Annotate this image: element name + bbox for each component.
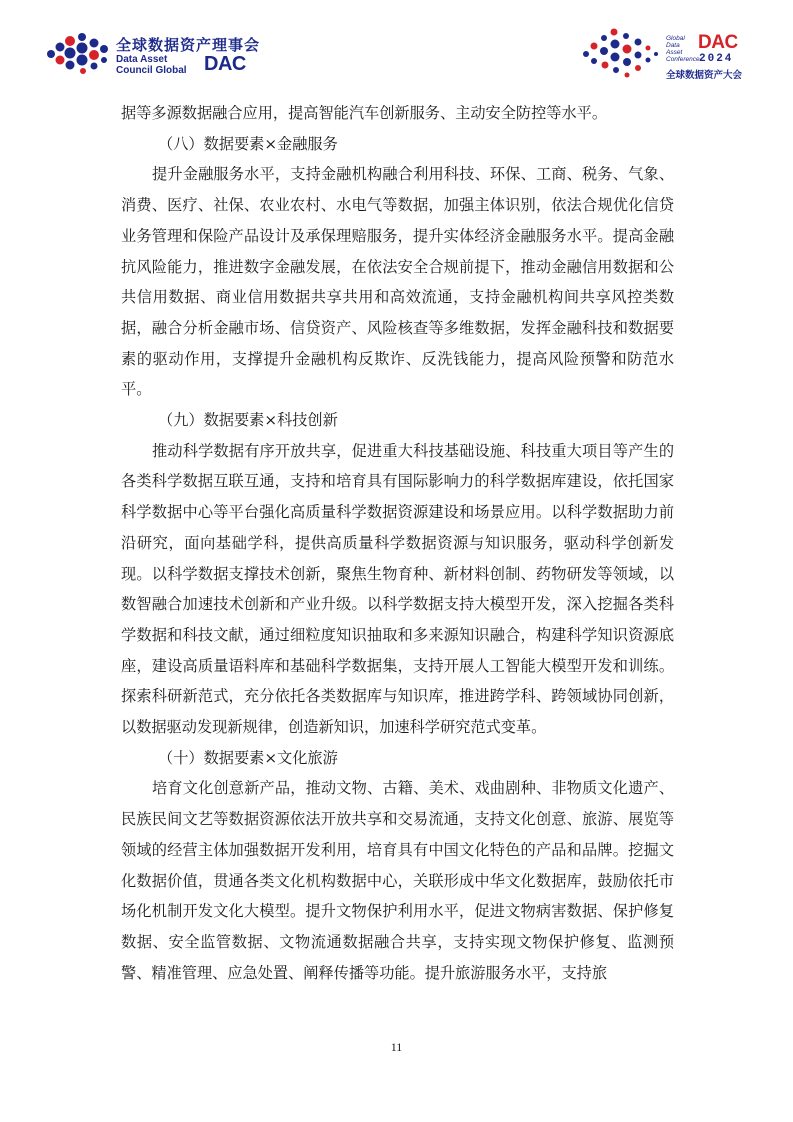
conference-dac-wordmark: DAC (698, 32, 738, 53)
conference-name-en-line: Conference (666, 56, 700, 63)
council-name-en (116, 54, 187, 76)
section-heading-finance: （八）数据要素×金融服务 (158, 134, 338, 153)
council-logo-dots-icon (46, 32, 112, 74)
document-body (121, 98, 674, 988)
council-name-en-line2: Council Global (116, 65, 187, 76)
conference-name-en-line: Asset (666, 49, 683, 56)
page-number: 11 (390, 1040, 403, 1054)
council-dac-wordmark: DAC (204, 53, 246, 75)
paragraph-continuation: 据等多源数据融合应用，提高智能汽车创新服务、主动安全防控等水平。 (121, 104, 607, 122)
conference-name-en-line: Data (666, 42, 680, 49)
section-heading-culture-tourism: （十）数据要素×文化旅游 (158, 748, 338, 767)
council-logo (46, 30, 276, 80)
paragraph-finance: 提升金融服务水平，支持金融机构融合利用科技、环保、工商、税务、气象、消费、医疗、社保、农业农村、水电气等数据，加强主体识别，依法合规优化信贷业务管理和保险产品设计及承保理赔服务，提升实体经济金融服务水平。提高金融抗风险能力，推进数字金融发展，在依法安全合规前提下，推动金融信用数据和公共信用数据、商业信用数据共享共用和高效流通，支持金融机构间共享风控类数据，融合分析金融市场、信贷资产、风险核查等多维数据，发挥金融科技和数据要素的驱动作用，支撑提升金融机构反欺诈、反洗钱能力，提高风险预警和防范水平。 (121, 165, 674, 399)
paragraph-culture-tourism: 培育文化创意新产品，推动文物、古籍、美术、戏曲剧种、非物质文化遗产、民族民间文艺等数据资源依法开放共享和交易流通，支持文化创意、旅游、展览等领域的经营主体加强数据开发利用，培育具有中国文化特色的产品和品牌。挖掘文化数据价值，贯通各类文化机构数据中心，关联形成中华文化数据库，鼓励依托市场化机制开发文化大模型。提升文物保护利用水平，促进文物病害数据、保护修复数据、安全监管数据、文物流通数据融合共享，支持实现文物保护修复、监测预警、精准管理、应急处置、阐释传播等功能。提升旅游服务水平，支持旅 (121, 779, 674, 982)
section-heading-science: （九）数据要素×科技创新 (158, 411, 338, 430)
paragraph-science: 推动科学数据有序开放共享，促进重大科技基础设施、科技重大项目等产生的各类科学数据互联互通，支持和培育具有国际影响力的科学数据库建设，依托国家科学数据中心等平台强化高质量科学数据资源建设和场景应用。以科学数据助力前沿研究，面向基础学科，提供高质量科学数据资源与知识服务，驱动科学创新发现。以科学数据支撑技术创新，聚焦生物育种、新材料创制、药物研发等领域，以数智融合加速技术创新和产业升级。以科学数据支持大模型开发，深入挖掘各类科学数据和科技文献，通过细粒度知识抽取和多来源知识融合，构建科学知识资源底座，建设高质量语料库和基础科学数据集，支持开展人工智能大模型开发和训练。探索科研新范式，充分依托各类数据库与知识库，推进跨学科、跨领域协同创新，以数据驱动发现新规律，创造新知识，加速科学研究范式变革。 (121, 441, 674, 737)
conference-name-en-line: Global (666, 35, 685, 42)
conference-year: 2024 (699, 53, 734, 65)
council-name-cn: 全球数据资产理事会 (116, 36, 261, 54)
council-name-en-line1: Data Asset (116, 54, 168, 65)
conference-logo-dots-icon (578, 26, 664, 82)
conference-name-cn: 全球数据资产大会 (666, 70, 743, 81)
conference-logo (578, 26, 768, 86)
conference-name-en (666, 35, 700, 63)
